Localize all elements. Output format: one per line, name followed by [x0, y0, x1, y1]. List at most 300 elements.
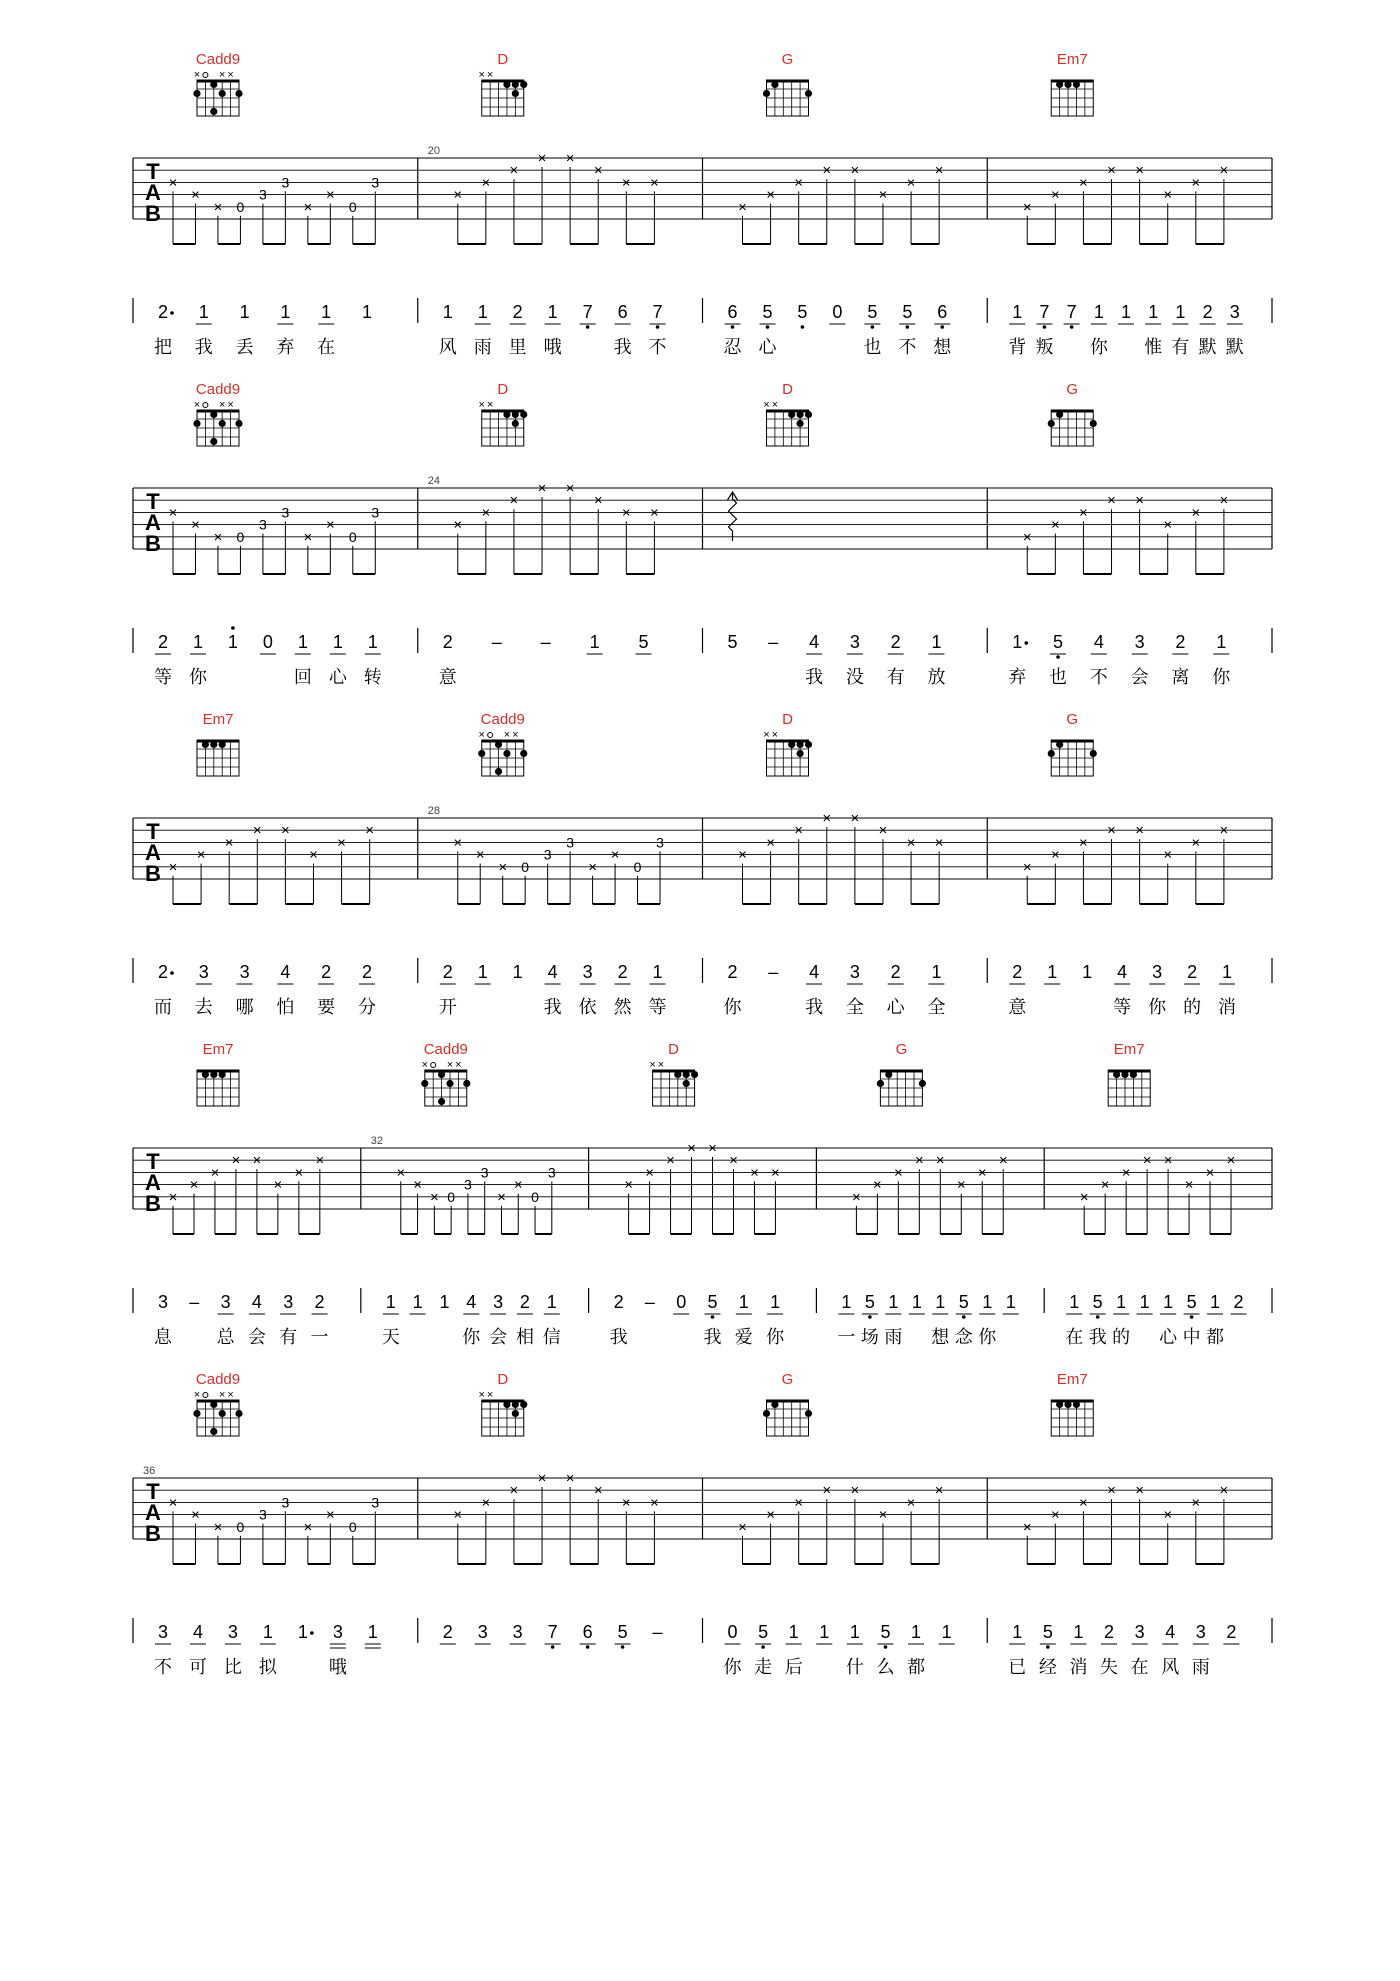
lyric-char: 么 — [876, 1657, 895, 1677]
chord-diagram — [763, 711, 812, 776]
tab-note-fret: 3 — [656, 834, 664, 851]
tab-note-mute: × — [537, 150, 547, 167]
chord-name: G — [1066, 381, 1079, 398]
tab-note-mute: × — [1107, 162, 1116, 180]
lyric-char: 你 — [978, 1327, 997, 1347]
jianpu-note: 5 — [1186, 1292, 1197, 1312]
tab-note-mute: × — [1163, 186, 1173, 204]
finger-dot — [1056, 81, 1063, 88]
finger-dot — [797, 741, 804, 748]
tab-clef-t: T — [146, 1479, 160, 1504]
tab-note-mute: × — [588, 858, 597, 876]
tab-note-mute: × — [1050, 516, 1060, 534]
tab-note-mute: × — [872, 1176, 882, 1194]
lyric-char: 背 — [1008, 337, 1027, 357]
tab-clef-a: A — [145, 1500, 161, 1525]
finger-dot — [210, 411, 217, 418]
tab-note-mute: × — [231, 1152, 241, 1170]
chord-diagram — [763, 51, 812, 116]
tab-clef-b: B — [145, 531, 161, 556]
jianpu-note: 5 — [762, 302, 773, 322]
tab-note-mute: × — [1050, 1506, 1060, 1524]
jianpu-note: 1 — [1210, 1292, 1221, 1312]
tab-note-mute: × — [906, 174, 916, 192]
lyric-char: 有 — [1171, 337, 1190, 357]
string-open-mark — [203, 1393, 208, 1398]
lyric-char: 我 — [1088, 1327, 1107, 1347]
jianpu-note: 2 — [613, 1292, 624, 1312]
jianpu-note: 1 — [1012, 1622, 1023, 1642]
finger-dot — [1090, 420, 1097, 427]
tab-note-mute: × — [794, 1494, 804, 1512]
jianpu-low-dot — [801, 325, 805, 329]
tab-note-mute: × — [1226, 1152, 1236, 1170]
tab-note-mute: × — [621, 174, 631, 192]
jianpu-note: 3 — [227, 1622, 238, 1642]
lyric-char: 我 — [543, 997, 562, 1017]
lyric-char: 开 — [438, 997, 457, 1017]
chord-name: Cadd9 — [195, 1371, 241, 1388]
lyric-char: 要 — [317, 997, 336, 1017]
jianpu-note: 5 — [707, 1292, 718, 1312]
tab-note-mute: × — [650, 174, 659, 192]
lyric-char: 也 — [863, 337, 882, 357]
finger-dot — [1073, 81, 1080, 88]
tab-note-mute: × — [1142, 1152, 1152, 1170]
finger-dot — [219, 90, 226, 97]
tab-note-mute: × — [610, 846, 620, 864]
finger-dot — [219, 1071, 226, 1078]
lyric-char: 可 — [188, 1657, 207, 1677]
tab-note-mute: × — [196, 846, 206, 864]
finger-dot — [788, 741, 795, 748]
tab-note-mute: × — [168, 1494, 178, 1512]
jianpu-note: 3 — [239, 962, 250, 982]
string-mute-mark: × — [227, 1389, 234, 1401]
jianpu-note: 1 — [477, 962, 488, 982]
chord-diagram — [479, 51, 528, 116]
tab-note-mute: × — [168, 1188, 178, 1206]
jianpu-note: 2 — [442, 962, 453, 982]
jianpu-note: 4 — [809, 632, 820, 652]
jianpu-note: 0 — [262, 632, 273, 652]
tab-note-mute: × — [325, 1506, 335, 1524]
lyric-char: 一 — [837, 1327, 856, 1347]
lyric-char: 意 — [1008, 997, 1027, 1017]
finger-dot — [1064, 81, 1071, 88]
string-mute-mark: × — [771, 399, 779, 411]
lyric-char: 去 — [194, 997, 213, 1017]
tab-note-mute: × — [252, 1152, 262, 1170]
measure — [428, 711, 667, 1017]
tab-note-fret: 0 — [236, 1518, 245, 1535]
lyric-char: 的 — [1183, 997, 1202, 1017]
jianpu-note: 4 — [1093, 632, 1104, 652]
jianpu-note: 3 — [157, 1622, 169, 1642]
string-mute-mark: × — [193, 69, 201, 81]
jianpu-low-dot — [656, 325, 660, 329]
tab-note-mute: × — [213, 1518, 223, 1536]
chord-name: G — [781, 1371, 794, 1388]
jianpu-note: 1 — [546, 1292, 557, 1312]
finger-dot — [210, 438, 217, 445]
lyric-char: 等 — [154, 667, 172, 687]
measure — [727, 381, 945, 687]
tab-note-mute: × — [213, 528, 223, 546]
finger-dot — [1073, 1401, 1080, 1408]
jianpu-note: – — [652, 1622, 663, 1642]
lyric-char: 回 — [293, 667, 312, 687]
measure — [724, 711, 946, 1017]
jianpu-note: 2 — [512, 302, 523, 322]
jianpu-note: 0 — [832, 302, 843, 322]
measure-number: 28 — [427, 805, 440, 817]
jianpu-note: 1 — [1163, 1292, 1174, 1312]
tab-note-fret: 0 — [348, 1518, 357, 1535]
measure — [154, 711, 376, 1017]
tab-note-mute: × — [906, 834, 916, 852]
jianpu-note: 3 — [1195, 1622, 1206, 1642]
finger-dot — [797, 420, 804, 427]
jianpu-high-dot — [231, 626, 235, 630]
tab-note-fret: 0 — [447, 1188, 456, 1205]
tab-note-fret: 3 — [480, 1164, 489, 1181]
chord-name: D — [782, 381, 793, 398]
string-mute-mark: × — [227, 399, 234, 411]
jianpu-note: 1 — [819, 1622, 830, 1642]
jianpu-note: 1 — [770, 1292, 781, 1312]
finger-dot — [421, 1080, 428, 1087]
finger-dot — [438, 1071, 445, 1078]
string-mute-mark: × — [503, 729, 511, 741]
measure — [428, 381, 659, 687]
string-mute-mark: × — [478, 399, 485, 411]
jianpu-note: 5 — [758, 1622, 769, 1642]
jianpu-note: 1 — [367, 632, 378, 652]
lyric-char: 弃 — [276, 337, 295, 357]
lyric-char: 哦 — [328, 1657, 347, 1677]
string-mute-mark: × — [478, 69, 485, 81]
jianpu-note: 1 — [935, 1292, 946, 1312]
tab-note-mute: × — [1163, 1152, 1173, 1170]
jianpu-note: 1 — [1082, 962, 1093, 982]
tab-note-mute: × — [1107, 822, 1116, 840]
lyric-char: 场 — [860, 1327, 879, 1347]
tab-note-fret: 3 — [371, 504, 380, 521]
measure — [440, 1371, 663, 1649]
chord-diagram — [763, 381, 812, 446]
tab-note-mute: × — [273, 1176, 283, 1194]
jianpu-note: 4 — [1165, 1622, 1176, 1642]
tab-note-fret: 3 — [281, 174, 290, 191]
finger-dot — [235, 90, 242, 97]
finger-dot — [512, 1401, 519, 1408]
tab-system — [133, 51, 1272, 357]
jianpu-note: 5 — [867, 302, 878, 322]
tab-note-mute: × — [396, 1164, 406, 1182]
jianpu-note: 1 — [280, 302, 291, 322]
finger-dot — [512, 411, 519, 418]
finger-dot — [691, 1071, 698, 1078]
jianpu-note: 1 — [911, 1292, 922, 1312]
lyric-char: 等 — [1113, 997, 1132, 1017]
tab-note-mute: × — [906, 1494, 916, 1512]
tab-note-mute: × — [1163, 1506, 1173, 1524]
jianpu-note: 4 — [251, 1292, 262, 1312]
lyric-char: 默 — [1225, 337, 1244, 357]
jianpu-note: – — [768, 632, 779, 652]
lyric-char: 忍 — [723, 337, 742, 357]
jianpu-note: 1 — [841, 1292, 852, 1312]
lyric-char: 也 — [1049, 667, 1068, 687]
jianpu-note: 3 — [1134, 1622, 1145, 1642]
chord-diagram — [1051, 51, 1093, 116]
tab-note-mute: × — [1135, 492, 1145, 510]
tab-note-mute: × — [1022, 528, 1032, 546]
string-mute-mark: × — [421, 1059, 429, 1071]
jianpu-note: 1 — [1069, 1292, 1080, 1312]
tab-note-fret: 3 — [371, 1494, 380, 1511]
finger-dot — [1121, 1071, 1128, 1078]
lyric-char: 有 — [279, 1327, 298, 1347]
tab-note-fret: 3 — [464, 1176, 472, 1193]
chord-name: G — [781, 51, 794, 68]
jianpu-note: 4 — [547, 962, 558, 982]
string-mute-mark: × — [446, 1059, 454, 1071]
tab-note-mute: × — [1191, 174, 1201, 192]
tab-note-mute: × — [1022, 858, 1032, 876]
lyric-char: 我 — [613, 337, 632, 357]
finger-dot — [193, 90, 200, 97]
jianpu-low-dot — [621, 1645, 625, 1649]
tab-note-mute: × — [852, 1188, 861, 1206]
lyric-char: 有 — [886, 667, 905, 687]
jianpu-note: 7 — [547, 1622, 558, 1642]
tab-note-mute: × — [1079, 174, 1088, 192]
string-mute-mark: × — [657, 1059, 665, 1071]
string-mute-mark: × — [218, 69, 226, 81]
tab-note-mute: × — [1219, 1482, 1229, 1500]
chord-diagram — [478, 711, 527, 776]
tab-note-mute: × — [1022, 198, 1032, 216]
jianpu-note: – — [644, 1292, 655, 1312]
measure-number: 36 — [143, 1465, 156, 1477]
jianpu-note: 2 — [1104, 1622, 1115, 1642]
finger-dot — [219, 420, 226, 427]
jianpu-note: 1 — [192, 632, 203, 652]
chord-diagram — [479, 381, 528, 446]
chord-diagram — [763, 1371, 812, 1436]
finger-dot — [1130, 1071, 1137, 1078]
chord-diagram — [877, 1041, 926, 1106]
tab-note-mute: × — [1079, 1188, 1089, 1206]
tab-note-fret: 0 — [521, 858, 530, 875]
jianpu-low-dot — [1070, 325, 1074, 329]
jianpu-note: 1 — [1093, 302, 1104, 322]
tab-note-mute: × — [453, 516, 463, 534]
jianpu-note: 4 — [192, 1622, 203, 1642]
finger-dot — [763, 90, 770, 97]
lyric-char: 丢 — [235, 337, 254, 357]
jianpu-low-dot — [1046, 1645, 1050, 1649]
tab-note-mute: × — [977, 1164, 987, 1182]
tab-note-mute: × — [1163, 846, 1173, 864]
lyric-char: 你 — [1212, 667, 1231, 687]
lyric-char: 哦 — [543, 337, 562, 357]
tab-note-fret: 3 — [547, 1164, 556, 1181]
lyric-char: 然 — [613, 997, 632, 1017]
tab-system — [133, 1371, 1272, 1677]
measure — [428, 51, 667, 357]
finger-dot — [210, 1071, 217, 1078]
jianpu-note: 2 — [361, 962, 372, 982]
tab-note-mute: × — [934, 162, 944, 180]
tab-clef-t: T — [146, 159, 160, 184]
tab-note-mute: × — [325, 516, 335, 534]
jianpu-note: – — [768, 962, 779, 982]
lyric-char: 全 — [927, 997, 946, 1017]
tab-note-mute: × — [453, 834, 463, 852]
tab-note-mute: × — [1191, 1494, 1201, 1512]
tab-clef-b: B — [145, 201, 161, 226]
measure — [143, 1371, 381, 1677]
tab-note-mute: × — [850, 162, 860, 180]
jianpu-note: 1 — [547, 302, 558, 322]
string-mute-mark: × — [771, 729, 779, 741]
tab-note-mute: × — [497, 1188, 506, 1206]
jianpu-note: 4 — [466, 1292, 477, 1312]
finger-dot — [210, 741, 217, 748]
jianpu-note: 1 — [1121, 302, 1132, 322]
lyric-char: 后 — [784, 1657, 803, 1677]
lyric-char: 我 — [703, 1327, 722, 1347]
string-open-mark — [203, 403, 208, 408]
finger-dot — [210, 81, 217, 88]
lyric-char: 叛 — [1035, 337, 1054, 357]
string-open-mark — [488, 733, 493, 738]
jianpu-low-dot — [884, 1645, 888, 1649]
string-mute-mark: × — [193, 1389, 201, 1401]
tab-note-mute: × — [168, 858, 178, 876]
string-mute-mark: × — [486, 69, 494, 81]
tab-note-mute: × — [481, 1494, 491, 1512]
tab-note-mute: × — [475, 846, 485, 864]
string-mute-mark: × — [486, 1389, 494, 1401]
tab-clef-t: T — [146, 489, 160, 514]
finger-dot — [805, 90, 812, 97]
jianpu-note: 2 — [890, 962, 901, 982]
jianpu-note: 2 — [1175, 632, 1186, 652]
lyric-char: 分 — [357, 997, 376, 1017]
tab-note-mute: × — [645, 1164, 654, 1182]
finger-dot — [683, 1080, 690, 1087]
finger-dot — [1056, 741, 1063, 748]
finger-dot — [235, 1410, 242, 1417]
lyric-char: 意 — [438, 667, 457, 687]
chord-diagram — [193, 51, 242, 116]
lyric-char: 想 — [933, 337, 952, 357]
tab-note-mute: × — [956, 1176, 966, 1194]
jianpu-low-dot — [940, 325, 944, 329]
tab-note-mute: × — [914, 1152, 924, 1170]
lyric-char: 天 — [381, 1327, 400, 1347]
string-mute-mark: × — [763, 399, 770, 411]
finger-dot — [520, 411, 527, 418]
jianpu-note: 1 — [652, 962, 663, 982]
jianpu-note: 7 — [582, 302, 593, 322]
finger-dot — [512, 1410, 519, 1417]
finger-dot — [495, 768, 502, 775]
tab-note-mute: × — [593, 1482, 603, 1500]
jianpu-note: 1 — [589, 632, 600, 652]
lyric-char: 念 — [954, 1327, 973, 1347]
tab-note-mute: × — [1135, 1482, 1145, 1500]
measure — [1008, 711, 1236, 1017]
jianpu-note: 7 — [652, 302, 663, 322]
measure — [1008, 381, 1231, 687]
jianpu-note: 2 — [727, 962, 738, 982]
chord-diagram — [197, 711, 239, 776]
jianpu-note: 2 — [1012, 962, 1023, 982]
tab-note-mute: × — [771, 1164, 780, 1182]
jianpu-note: 5 — [958, 1292, 969, 1312]
jianpu-note: 2 — [157, 632, 169, 652]
finger-dot — [683, 1071, 690, 1078]
jianpu-note: 1 — [1148, 302, 1159, 322]
chord-diagram — [649, 1041, 698, 1106]
tab-note-mute: × — [878, 1506, 888, 1524]
finger-dot — [885, 1071, 892, 1078]
finger-dot — [202, 741, 209, 748]
string-mute-mark: × — [227, 69, 234, 81]
jianpu-note: 1 — [1012, 302, 1023, 322]
jianpu-note: 1 — [361, 302, 372, 322]
finger-dot — [771, 1401, 778, 1408]
jianpu-low-dot — [871, 325, 875, 329]
tab-note-mute: × — [315, 1152, 325, 1170]
lyric-char: 想 — [931, 1327, 950, 1347]
tab-note-mute: × — [191, 186, 200, 204]
jianpu-note: – — [491, 632, 502, 652]
jianpu-note: 1 — [477, 302, 488, 322]
jianpu-note: 3 — [512, 1622, 523, 1642]
measure-number: 24 — [427, 475, 440, 487]
tab-note-mute: × — [794, 822, 804, 840]
lyric-char: 放 — [927, 667, 946, 687]
tab-system — [133, 1041, 1272, 1347]
tab-note-mute: × — [766, 834, 775, 852]
tab-note-mute: × — [729, 1152, 738, 1170]
jianpu-note: 5 — [902, 302, 913, 322]
string-mute-mark: × — [763, 729, 770, 741]
tab-note-mute: × — [481, 174, 491, 192]
jianpu-note: 1 — [1047, 962, 1058, 982]
chord-name: D — [668, 1041, 680, 1058]
jianpu-note: 1 — [385, 1292, 396, 1312]
lyric-char: 爱 — [734, 1327, 753, 1347]
lyric-char: 雨 — [1191, 1657, 1210, 1677]
jianpu-low-dot — [962, 1315, 966, 1319]
tab-note-mute: × — [1079, 1494, 1088, 1512]
jianpu-note: 5 — [797, 302, 808, 322]
jianpu-low-dot — [766, 325, 770, 329]
jianpu-note: 2 — [1202, 302, 1213, 322]
tab-note-mute: × — [303, 1518, 313, 1536]
jianpu-note: 2 — [442, 1622, 453, 1642]
finger-dot — [202, 1071, 209, 1078]
lyric-char: 什 — [845, 1657, 864, 1677]
tab-note-mute: × — [1079, 504, 1088, 522]
